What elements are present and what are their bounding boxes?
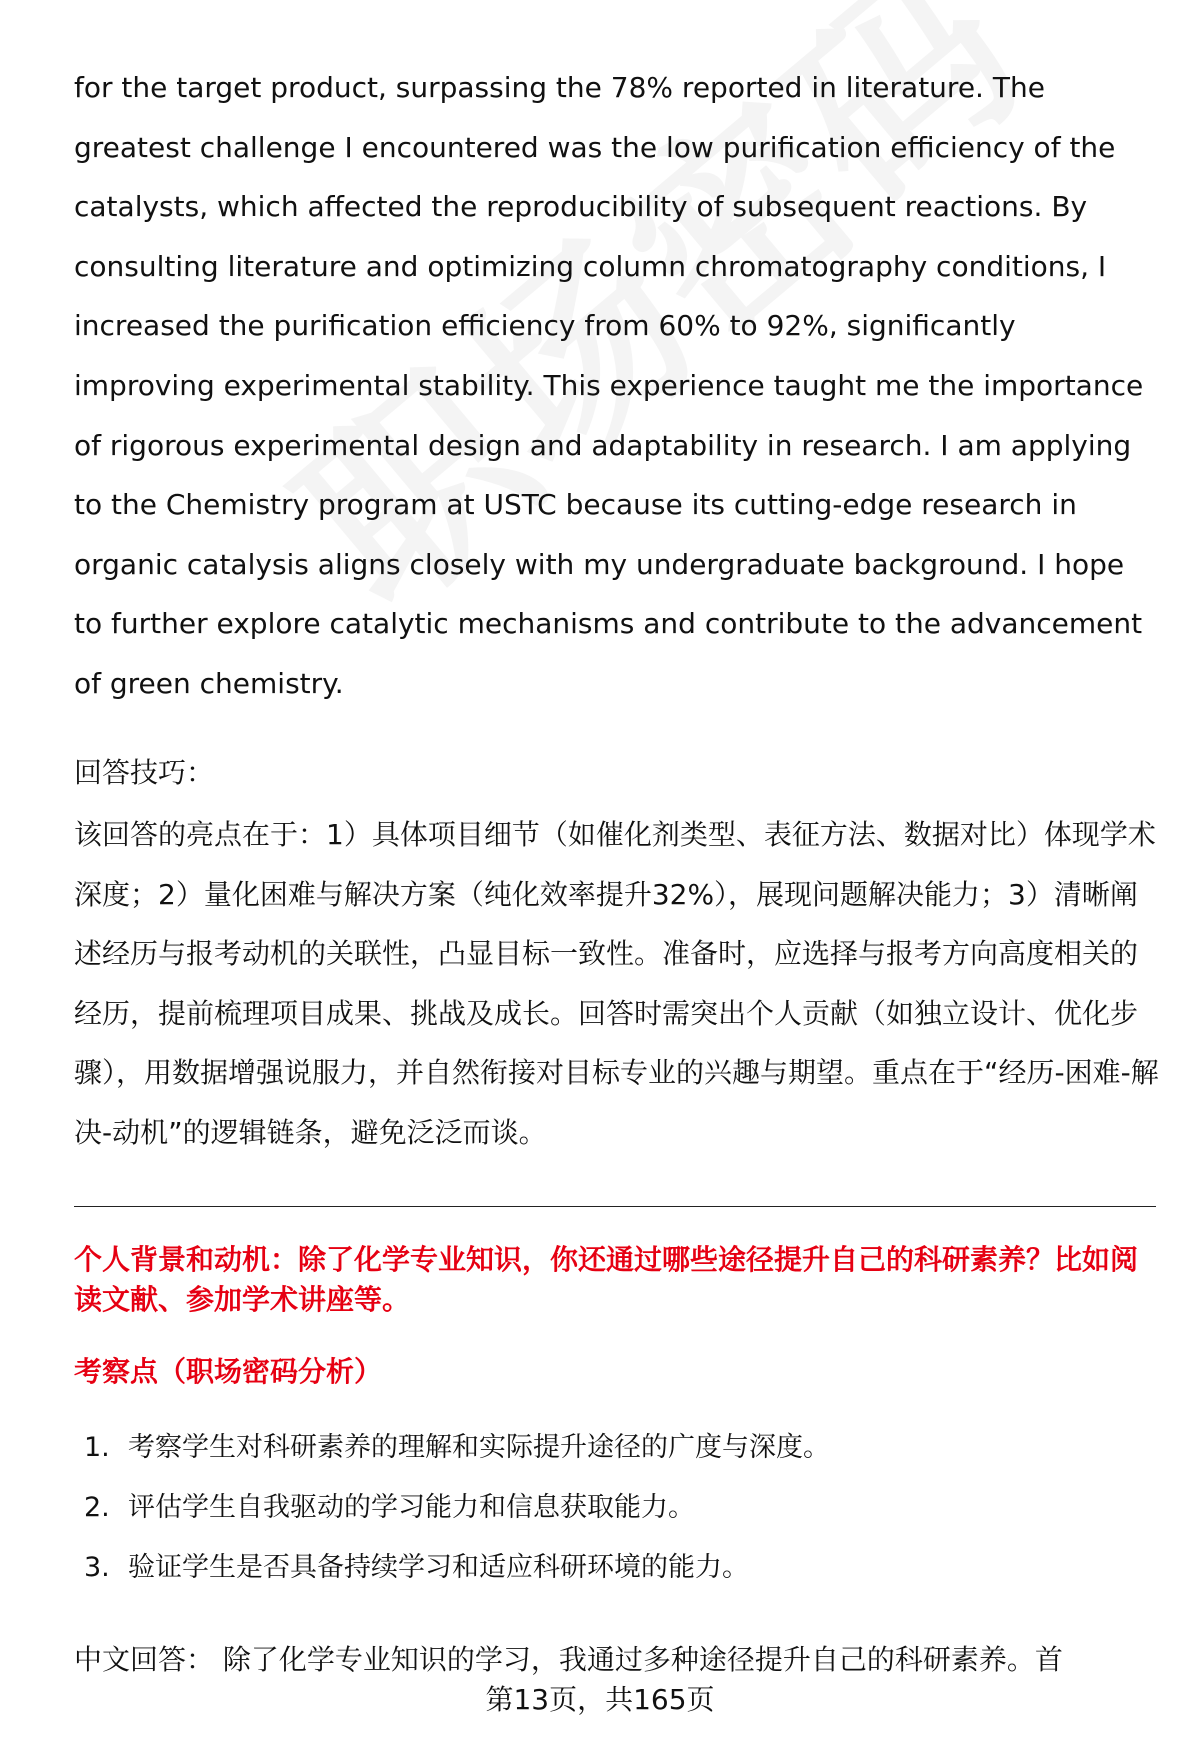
list-text: 考察学生对科研素养的理解和实际提升途径的广度与深度。 xyxy=(128,1432,830,1463)
list-text: 验证学生是否具备持续学习和适应科研环境的能力。 xyxy=(128,1552,749,1583)
tips-heading: 回答技巧： xyxy=(74,756,215,789)
list-item xyxy=(84,1488,830,1548)
list-text: 评估学生自我驱动的学习能力和信息获取能力。 xyxy=(128,1492,695,1523)
list-item xyxy=(84,1428,830,1488)
list-number: 1. xyxy=(84,1432,110,1463)
list-number: 2. xyxy=(84,1492,110,1523)
english-answer-paragraph: for the target product, surpassing the 78% reported in literature. The greatest challenge I encountered was the low purification efficiency of the catalysts, which affected the reproducibility of subsequent reactions. By consulting literature and optimizing column chromatography conditions, I increased the purification efficiency from 60% to 92%, significantly improving experimental stability. This experience taught me the importance of rigorous experimental design and adaptability in research. I am applying to the Chemistry program at USTC because its cutting-edge research in organic catalysis aligns closely with my undergraduate background. I hope to further explore catalytic mechanisms and contribute to the advancement of green chemistry. xyxy=(74,71,1144,700)
key-points-heading: 考察点（职场密码分析） xyxy=(74,1355,383,1388)
list-number: 3. xyxy=(84,1552,110,1583)
tips-body: 该回答的亮点在于：1）具体项目细节（如催化剂类型、表征方法、数据对比）体现学术深度；2）量化困难与解决方案（纯化效率提升32%），展现问题解决能力；3）清晰阐述经历与报考动机的关联性，凸显目标一致性。准备时，应选择与报考方向高度相关的经历，提前梳理项目成果、挑战及成长。回答时需突出个人贡献（如独立设计、优化步骤），用数据增强说服力，并自然衔接对目标专业的兴趣与期望。重点在于“经历-困难-解决-动机”的逻辑链条，避免泛泛而谈。 xyxy=(74,818,1159,1149)
list-item xyxy=(84,1548,830,1608)
page-footer: 第13页，共165页 xyxy=(485,1683,715,1716)
section-divider xyxy=(74,1206,1156,1207)
chinese-answer: 中文回答： 除了化学专业知识的学习，我通过多种途径提升自己的科研素养。首 xyxy=(74,1643,1063,1676)
key-points-list xyxy=(84,1428,830,1608)
question-heading: 个人背景和动机：除了化学专业知识，你还通过哪些途径提升自己的科研素养？比如阅读文献、参加学术讲座等。 xyxy=(74,1243,1139,1316)
